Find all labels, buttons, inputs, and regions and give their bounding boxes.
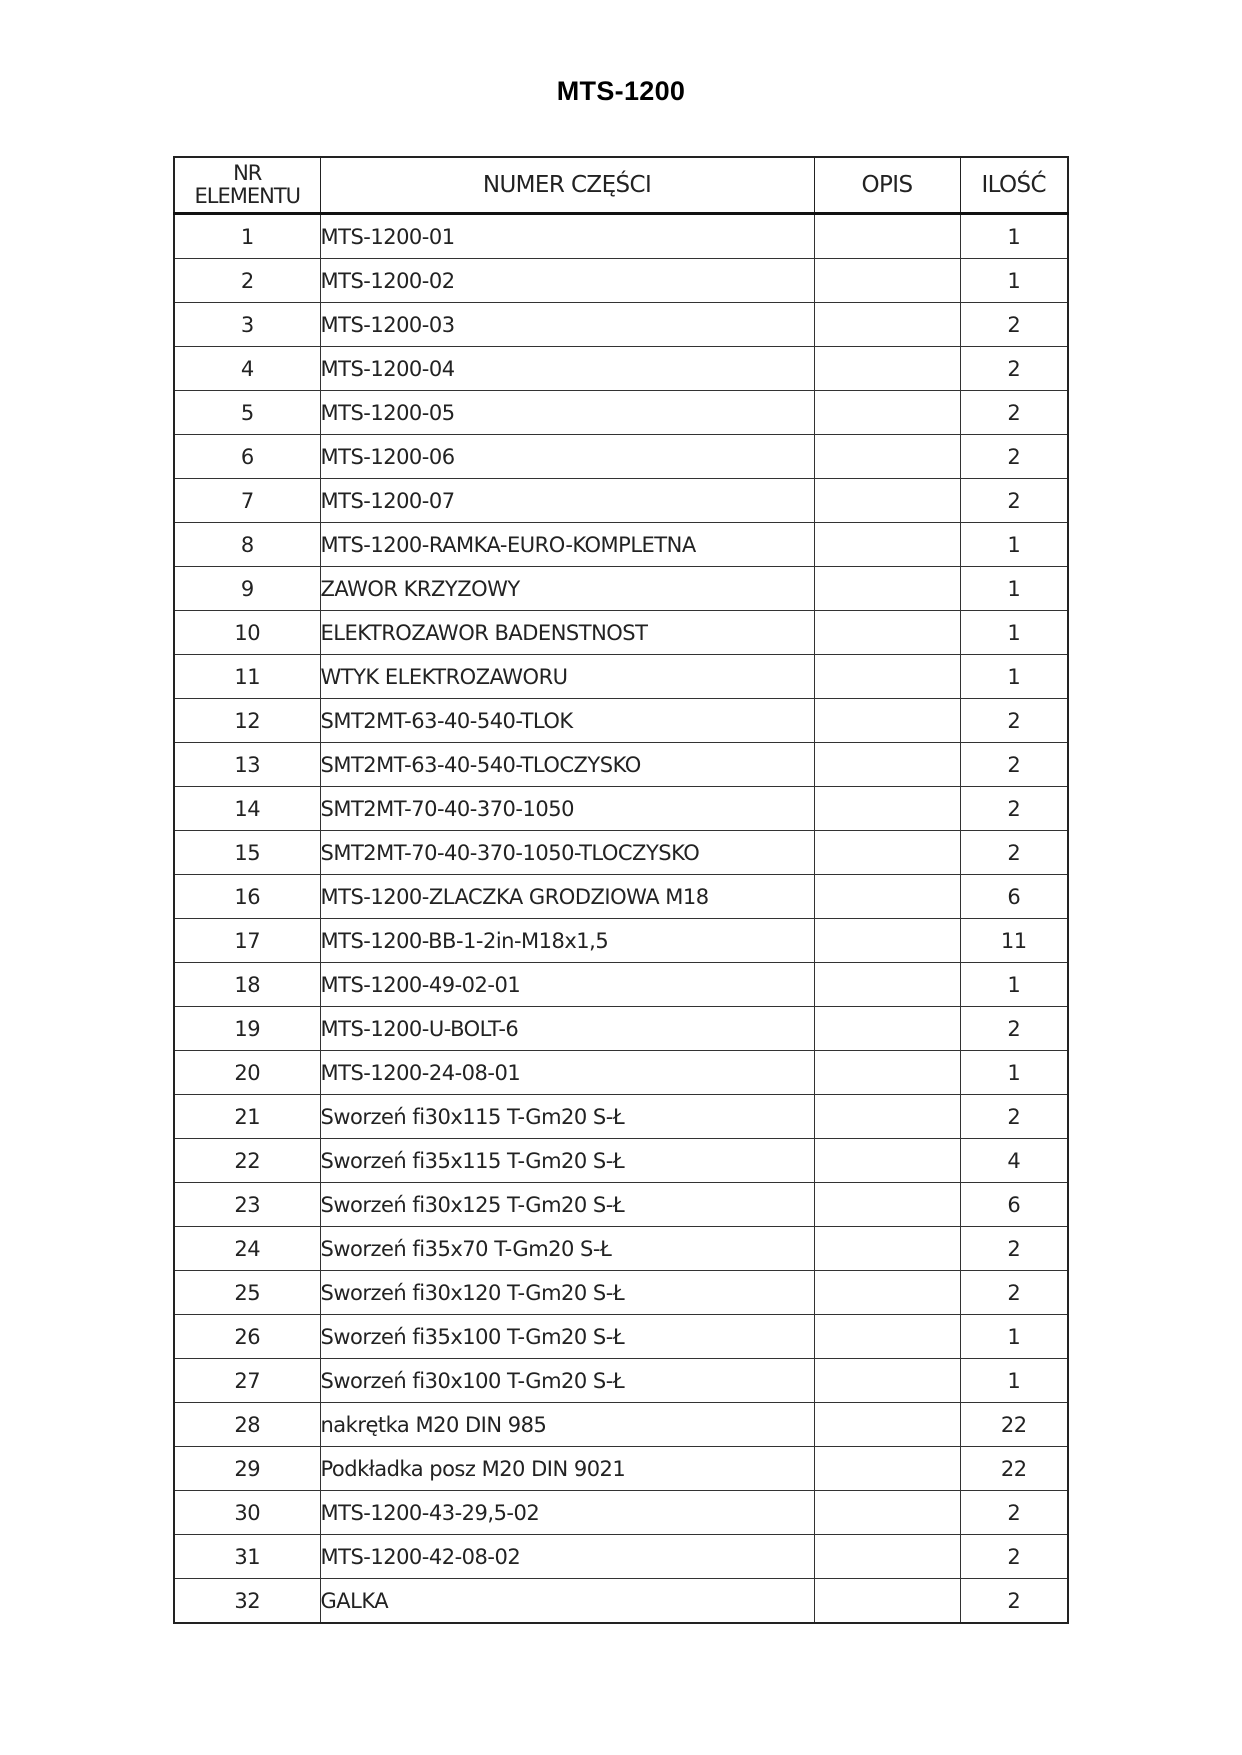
table-row — [174, 435, 1068, 479]
cell-part-number: Sworzeń fi30x125 T-Gm20 S-Ł — [320, 1183, 814, 1227]
table-row — [174, 1491, 1068, 1535]
cell-quantity: 1 — [960, 1315, 1068, 1359]
cell-item-number: 3 — [174, 303, 320, 347]
table-row — [174, 347, 1068, 391]
cell-quantity: 2 — [960, 303, 1068, 347]
cell-part-number: WTYK ELEKTROZAWORU — [320, 655, 814, 699]
cell-part-number: Sworzeń fi35x115 T-Gm20 S-Ł — [320, 1139, 814, 1183]
cell-part-number: MTS-1200-43-29,5-02 — [320, 1491, 814, 1535]
cell-description — [814, 1535, 960, 1579]
cell-item-number: 17 — [174, 919, 320, 963]
cell-description — [814, 787, 960, 831]
table-row — [174, 787, 1068, 831]
cell-part-number: MTS-1200-02 — [320, 259, 814, 303]
cell-description — [814, 1139, 960, 1183]
cell-part-number: MTS-1200-03 — [320, 303, 814, 347]
cell-part-number: MTS-1200-24-08-01 — [320, 1051, 814, 1095]
header-item-number — [174, 157, 320, 214]
cell-item-number: 15 — [174, 831, 320, 875]
cell-part-number: MTS-1200-42-08-02 — [320, 1535, 814, 1579]
cell-item-number: 16 — [174, 875, 320, 919]
cell-item-number: 31 — [174, 1535, 320, 1579]
table-row — [174, 919, 1068, 963]
cell-quantity: 6 — [960, 875, 1068, 919]
cell-part-number: SMT2MT-63-40-540-TLOCZYSKO — [320, 743, 814, 787]
table-body — [174, 214, 1068, 1624]
bill-of-materials-table — [173, 156, 1069, 1624]
cell-item-number: 2 — [174, 259, 320, 303]
cell-description — [814, 1227, 960, 1271]
table-row — [174, 1007, 1068, 1051]
cell-item-number: 6 — [174, 435, 320, 479]
cell-item-number: 27 — [174, 1359, 320, 1403]
cell-quantity: 6 — [960, 1183, 1068, 1227]
cell-part-number: ELEKTROZAWOR BADENSTNOST — [320, 611, 814, 655]
cell-part-number: SMT2MT-70-40-370-1050 — [320, 787, 814, 831]
table-row — [174, 1051, 1068, 1095]
header-item-number-line2: ELEMENTU — [194, 184, 301, 208]
cell-quantity: 2 — [960, 347, 1068, 391]
cell-description — [814, 347, 960, 391]
cell-quantity: 2 — [960, 1491, 1068, 1535]
cell-description — [814, 1359, 960, 1403]
cell-item-number: 18 — [174, 963, 320, 1007]
cell-description — [814, 391, 960, 435]
cell-description — [814, 919, 960, 963]
cell-part-number: nakrętka M20 DIN 985 — [320, 1403, 814, 1447]
cell-quantity: 2 — [960, 435, 1068, 479]
header-part-number: NUMER CZĘŚCI — [320, 157, 814, 214]
document-title: MTS-1200 — [556, 76, 686, 106]
table-row — [174, 1579, 1068, 1624]
table-row — [174, 523, 1068, 567]
table-row — [174, 875, 1068, 919]
cell-description — [814, 1315, 960, 1359]
cell-description — [814, 963, 960, 1007]
table-row — [174, 391, 1068, 435]
cell-quantity: 1 — [960, 214, 1068, 259]
header-item-number-line1: NR — [233, 161, 262, 185]
cell-description — [814, 523, 960, 567]
cell-item-number: 25 — [174, 1271, 320, 1315]
cell-quantity: 2 — [960, 1535, 1068, 1579]
table-row — [174, 1095, 1068, 1139]
cell-item-number: 4 — [174, 347, 320, 391]
header-quantity: ILOŚĆ — [960, 157, 1068, 214]
table-header — [174, 157, 1068, 214]
table-row — [174, 1271, 1068, 1315]
cell-item-number: 10 — [174, 611, 320, 655]
cell-quantity: 1 — [960, 1359, 1068, 1403]
table-row — [174, 743, 1068, 787]
cell-part-number: Sworzeń fi30x100 T-Gm20 S-Ł — [320, 1359, 814, 1403]
cell-item-number: 13 — [174, 743, 320, 787]
table-row — [174, 1315, 1068, 1359]
cell-quantity: 2 — [960, 787, 1068, 831]
cell-description — [814, 259, 960, 303]
cell-item-number: 28 — [174, 1403, 320, 1447]
cell-item-number: 1 — [174, 214, 320, 259]
cell-part-number: MTS-1200-BB-1-2in-M18x1,5 — [320, 919, 814, 963]
cell-quantity: 2 — [960, 831, 1068, 875]
cell-quantity: 2 — [960, 1579, 1068, 1624]
table-row — [174, 831, 1068, 875]
cell-item-number: 20 — [174, 1051, 320, 1095]
cell-quantity: 1 — [960, 963, 1068, 1007]
cell-description — [814, 1579, 960, 1624]
cell-item-number: 30 — [174, 1491, 320, 1535]
cell-quantity: 2 — [960, 479, 1068, 523]
cell-quantity: 2 — [960, 391, 1068, 435]
header-row — [174, 157, 1068, 214]
table-row — [174, 214, 1068, 259]
cell-description — [814, 567, 960, 611]
table-row — [174, 963, 1068, 1007]
cell-quantity: 2 — [960, 1095, 1068, 1139]
cell-description — [814, 1007, 960, 1051]
cell-item-number: 22 — [174, 1139, 320, 1183]
cell-quantity: 1 — [960, 1051, 1068, 1095]
cell-description — [814, 214, 960, 259]
table-row — [174, 567, 1068, 611]
cell-part-number: Sworzeń fi35x70 T-Gm20 S-Ł — [320, 1227, 814, 1271]
cell-part-number: SMT2MT-63-40-540-TLOK — [320, 699, 814, 743]
cell-description — [814, 1095, 960, 1139]
cell-item-number: 21 — [174, 1095, 320, 1139]
cell-part-number: MTS-1200-07 — [320, 479, 814, 523]
cell-part-number: Sworzeń fi30x120 T-Gm20 S-Ł — [320, 1271, 814, 1315]
cell-item-number: 12 — [174, 699, 320, 743]
cell-quantity: 1 — [960, 523, 1068, 567]
table-row — [174, 1535, 1068, 1579]
cell-quantity: 2 — [960, 1271, 1068, 1315]
cell-item-number: 32 — [174, 1579, 320, 1624]
cell-part-number: SMT2MT-70-40-370-1050-TLOCZYSKO — [320, 831, 814, 875]
cell-part-number: MTS-1200-05 — [320, 391, 814, 435]
cell-description — [814, 435, 960, 479]
cell-item-number: 23 — [174, 1183, 320, 1227]
cell-quantity: 22 — [960, 1447, 1068, 1491]
table-row — [174, 1447, 1068, 1491]
table-row — [174, 1403, 1068, 1447]
cell-item-number: 11 — [174, 655, 320, 699]
cell-item-number: 19 — [174, 1007, 320, 1051]
table-row — [174, 479, 1068, 523]
cell-part-number: Podkładka posz M20 DIN 9021 — [320, 1447, 814, 1491]
table-row — [174, 1139, 1068, 1183]
cell-quantity: 2 — [960, 1227, 1068, 1271]
cell-quantity: 4 — [960, 1139, 1068, 1183]
cell-description — [814, 1051, 960, 1095]
cell-item-number: 29 — [174, 1447, 320, 1491]
table-row — [174, 1183, 1068, 1227]
cell-quantity: 1 — [960, 655, 1068, 699]
cell-quantity: 2 — [960, 699, 1068, 743]
cell-item-number: 14 — [174, 787, 320, 831]
table-row — [174, 1359, 1068, 1403]
cell-description — [814, 479, 960, 523]
cell-description — [814, 831, 960, 875]
cell-description — [814, 1183, 960, 1227]
cell-description — [814, 1491, 960, 1535]
header-description: OPIS — [814, 157, 960, 214]
cell-description — [814, 699, 960, 743]
cell-description — [814, 743, 960, 787]
table-row — [174, 655, 1068, 699]
cell-item-number: 7 — [174, 479, 320, 523]
cell-part-number: MTS-1200-U-BOLT-6 — [320, 1007, 814, 1051]
cell-part-number: MTS-1200-ZLACZKA GRODZIOWA M18 — [320, 875, 814, 919]
cell-quantity: 1 — [960, 611, 1068, 655]
cell-part-number: Sworzeń fi35x100 T-Gm20 S-Ł — [320, 1315, 814, 1359]
cell-item-number: 26 — [174, 1315, 320, 1359]
cell-quantity: 2 — [960, 1007, 1068, 1051]
cell-part-number: MTS-1200-04 — [320, 347, 814, 391]
cell-part-number: MTS-1200-01 — [320, 214, 814, 259]
table-row — [174, 611, 1068, 655]
cell-description — [814, 1447, 960, 1491]
table-row — [174, 1227, 1068, 1271]
cell-part-number: ZAWOR KRZYZOWY — [320, 567, 814, 611]
cell-part-number: MTS-1200-06 — [320, 435, 814, 479]
cell-item-number: 24 — [174, 1227, 320, 1271]
cell-description — [814, 1403, 960, 1447]
cell-quantity: 11 — [960, 919, 1068, 963]
cell-item-number: 8 — [174, 523, 320, 567]
cell-description — [814, 1271, 960, 1315]
cell-part-number: MTS-1200-RAMKA-EURO-KOMPLETNA — [320, 523, 814, 567]
table-row — [174, 259, 1068, 303]
cell-quantity: 22 — [960, 1403, 1068, 1447]
cell-description — [814, 875, 960, 919]
table-row — [174, 699, 1068, 743]
cell-quantity: 1 — [960, 259, 1068, 303]
cell-description — [814, 611, 960, 655]
cell-quantity: 1 — [960, 567, 1068, 611]
cell-item-number: 5 — [174, 391, 320, 435]
cell-part-number: GALKA — [320, 1579, 814, 1624]
cell-description — [814, 303, 960, 347]
cell-part-number: MTS-1200-49-02-01 — [320, 963, 814, 1007]
cell-item-number: 9 — [174, 567, 320, 611]
cell-description — [814, 655, 960, 699]
cell-part-number: Sworzeń fi30x115 T-Gm20 S-Ł — [320, 1095, 814, 1139]
cell-quantity: 2 — [960, 743, 1068, 787]
table-row — [174, 303, 1068, 347]
